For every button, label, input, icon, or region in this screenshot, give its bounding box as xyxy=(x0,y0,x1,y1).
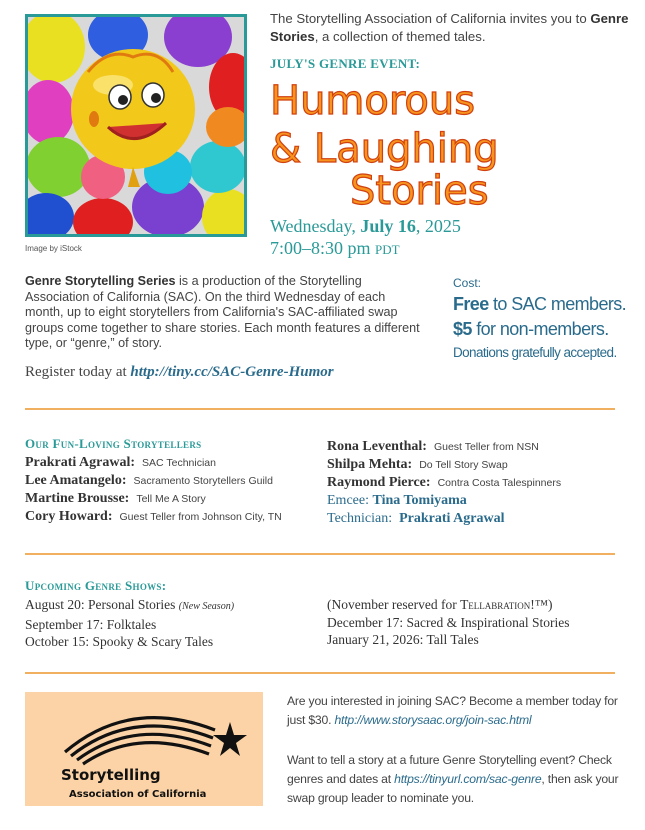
event-year: , 2025 xyxy=(415,216,461,236)
storyteller-item xyxy=(25,490,282,508)
show-text: October 15: Spooky & Scary Tales xyxy=(25,634,214,649)
title-line-1: Humorous xyxy=(270,78,476,124)
show-item xyxy=(25,616,234,634)
register-link[interactable]: http://tiny.cc/SAC-Genre-Humor xyxy=(130,364,334,380)
storyteller-name: Rona Leventhal: xyxy=(327,439,427,454)
cost-box xyxy=(453,276,626,360)
event-day: Wednesday, xyxy=(270,216,356,236)
hero-image xyxy=(25,14,247,237)
show-text: August 20: Personal Stories xyxy=(25,597,179,612)
technician-label: Technician: xyxy=(327,511,396,526)
storyteller-item xyxy=(25,508,282,526)
show-note: (New Season) xyxy=(178,601,235,612)
nov-post: ) xyxy=(548,597,553,612)
storytellers-heading: Our Fun-Loving Storytellers xyxy=(25,436,202,451)
nov-pre: (November reserved for xyxy=(327,597,461,612)
intro-bold: Genre Stories xyxy=(270,11,629,44)
storytellers-right-list xyxy=(327,438,561,528)
cost-free-rest: to SAC members. xyxy=(488,294,627,314)
join-link[interactable]: http://www.storysaac.org/join-sac.html xyxy=(334,713,532,727)
storyteller-role: Guest Teller from NSN xyxy=(433,441,539,453)
event-date xyxy=(270,216,461,237)
upcoming-left-list xyxy=(25,596,234,651)
storyteller-item xyxy=(327,438,561,456)
cost-donations: Donations gratefully accepted. xyxy=(453,345,617,360)
storyteller-name: Shilpa Mehta: xyxy=(327,457,413,472)
technician-name: Prakrati Agrawal xyxy=(399,511,505,526)
event-time-range: 7:00–8:30 pm xyxy=(270,238,371,258)
logo-graphic xyxy=(25,692,263,806)
register-line xyxy=(25,364,334,381)
join-paragraph xyxy=(287,692,622,730)
series-name: Genre Storytelling Series xyxy=(25,274,176,288)
emcee-name: Tina Tomiyama xyxy=(372,493,467,508)
show-item xyxy=(25,633,234,651)
storyteller-item xyxy=(327,474,561,492)
tell-rest: , then ask your swap group leader to nominate you. xyxy=(287,772,619,805)
series-description xyxy=(25,274,425,352)
storyteller-role: Sacramento Storytellers Guild xyxy=(133,475,273,487)
storyteller-item xyxy=(25,472,282,490)
logo-line-2: Association of California xyxy=(69,789,207,800)
upcoming-right-list xyxy=(327,596,570,649)
register-text: Register today at xyxy=(25,364,131,380)
smiley-balloons-illustration xyxy=(28,17,244,234)
storyteller-name: Martine Brousse: xyxy=(25,491,130,506)
cost-paid-bold: $5 xyxy=(453,319,472,339)
star-icon xyxy=(213,722,247,756)
show-item xyxy=(25,596,234,616)
intro-text xyxy=(270,10,630,46)
storytellers-left-list xyxy=(25,454,282,526)
intro-part1: The Storytelling Association of California invites you to xyxy=(270,11,591,26)
cost-label: Cost: xyxy=(453,276,482,290)
storyteller-item xyxy=(327,456,561,474)
storyteller-role: Tell Me A Story xyxy=(136,493,206,505)
tell-text: Want to tell a story at a future Genre Storytelling event? Check genres and dates at xyxy=(287,753,612,786)
storyteller-role: SAC Technician xyxy=(142,457,216,469)
nov-tellabration: Tellabration!™ xyxy=(460,597,549,612)
technician-line xyxy=(327,510,561,528)
divider xyxy=(25,672,615,674)
storyteller-name: Prakrati Agrawal: xyxy=(25,455,136,470)
cost-paid xyxy=(453,319,626,340)
storyteller-role: Contra Costa Talespinners xyxy=(437,477,562,489)
join-text: Are you interested in joining SAC? Become a member today for just $30. xyxy=(287,694,618,727)
storyteller-name: Raymond Pierce: xyxy=(327,475,431,490)
sac-logo xyxy=(25,692,263,806)
divider xyxy=(25,408,615,410)
event-label: JULY'S GENRE EVENT: xyxy=(270,56,421,71)
event-title xyxy=(262,74,562,214)
divider xyxy=(25,553,615,555)
storyteller-name: Cory Howard: xyxy=(25,509,113,524)
event-date-bold: July 16 xyxy=(360,216,416,236)
intro-part2: , a collection of themed tales. xyxy=(314,29,486,44)
show-item: January 21, 2026: Tall Tales xyxy=(327,632,479,647)
storyteller-role: Guest Teller from Johnson City, TN xyxy=(119,511,282,523)
logo-line-1: Storytelling xyxy=(61,766,161,784)
storyteller-item xyxy=(25,454,282,472)
cost-free-bold: Free xyxy=(453,294,489,314)
storyteller-name: Lee Amatangelo: xyxy=(25,473,127,488)
event-timezone: PDT xyxy=(375,242,400,257)
cost-free xyxy=(453,294,626,315)
image-credit: Image by iStock xyxy=(25,244,82,253)
event-time xyxy=(270,238,400,259)
show-item xyxy=(327,596,570,614)
tell-link[interactable]: https://tinyurl.com/sac-genre xyxy=(394,772,542,786)
upcoming-heading: Upcoming Genre Shows: xyxy=(25,578,167,593)
emcee-line xyxy=(327,492,561,510)
cost-paid-rest: for non-members. xyxy=(471,319,609,339)
show-item: December 17: Sacred & Inspirational Stories xyxy=(327,614,570,630)
title-line-3: Stories xyxy=(350,168,489,214)
storyteller-role: Do Tell Story Swap xyxy=(419,459,508,471)
emcee-label: Emcee: xyxy=(327,493,373,508)
series-text: is a production of the Storytelling Association of California (SAC). On the third Wednesday of each month, up to eight storytellers from California's SAC-affiliated swap groups come together to share stories. Each month features a different type, or “genre,” of story. xyxy=(25,274,420,351)
show-text: September 17: Folktales xyxy=(25,616,157,632)
title-line-2: & Laughing xyxy=(270,126,499,172)
tell-paragraph xyxy=(287,751,622,808)
